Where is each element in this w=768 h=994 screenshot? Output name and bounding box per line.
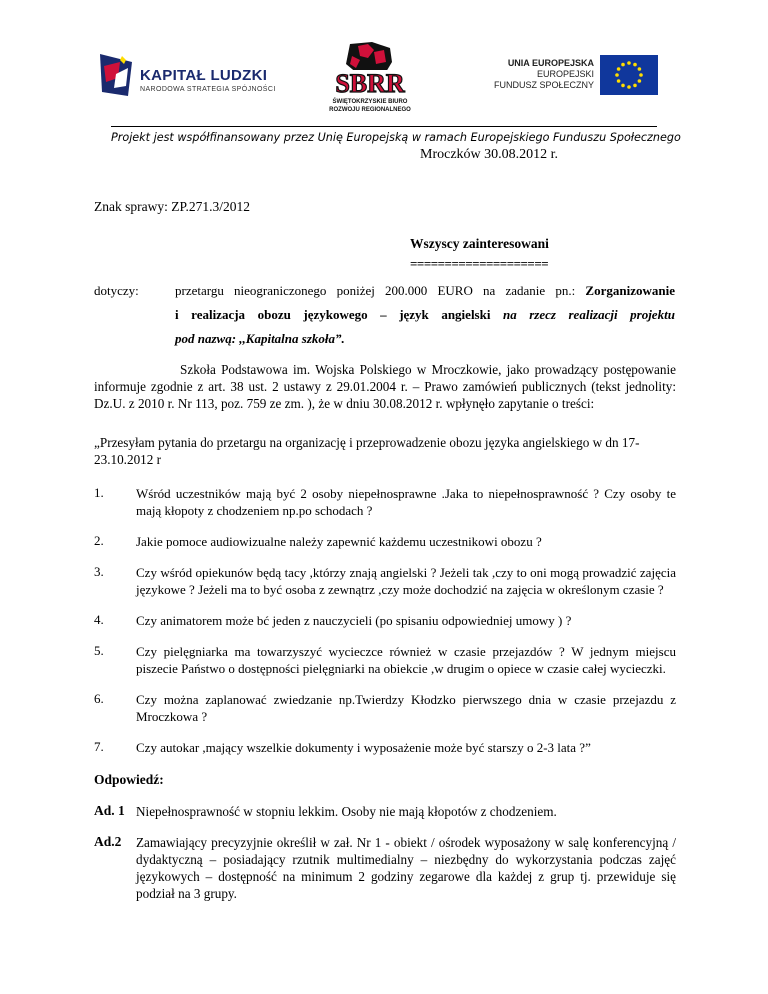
subject-word: pn.: — [555, 283, 576, 298]
question-text: Czy pielęgniarka ma towarzyszyć wycieczce również w czasie przejazdów ? W jednym miejscu piszecie Państwo o dostępności pielęgniarki na obiekcie ,w drugim o opiece w czasie całej wycieczki. — [136, 644, 676, 676]
subject-word: przetargu — [175, 283, 224, 298]
addressee: Wszyscy zainteresowani — [410, 236, 549, 251]
subject-word: realizacja — [191, 307, 246, 322]
subject-word-bold: Zorganizowanie — [585, 283, 675, 298]
question-number: 2. — [94, 533, 104, 548]
subject-label: dotyczy: — [94, 283, 139, 298]
answers-title: Odpowiedź: — [94, 772, 164, 787]
question-number: 7. — [94, 739, 104, 754]
subject-word: i — [175, 307, 179, 322]
question-text: Jakie pomoce audiowizualne należy zapewnić każdemu uczestnikowi obozu ? — [136, 534, 542, 549]
question-number: 3. — [94, 564, 104, 579]
question-number: 6. — [94, 691, 104, 706]
document-date: Mroczków 30.08.2012 r. — [420, 147, 559, 162]
subject-word: angielski — [441, 307, 491, 322]
eu-flag-icon — [600, 55, 658, 95]
eu-line3: FUNDUSZ SPOŁECZNY — [493, 80, 594, 90]
quote-intro: „Przesyłam pytania do przetargu na organizację i przeprowadzenie obozu języka angielskiego w dn 17-23.10.2012 r — [94, 435, 640, 467]
subject-word: – — [380, 307, 387, 322]
intro-paragraph — [94, 361, 676, 412]
question-number: 1. — [94, 485, 104, 500]
question-number: 5. — [94, 643, 104, 658]
question-number: 4. — [94, 612, 104, 627]
subject-word: 200.000 — [385, 283, 428, 298]
cofinancing-note: Projekt jest współfinansowany przez Unię Europejską w ramach Europejskiego Funduszu Społecznego — [111, 131, 681, 144]
subject-word-italic: realizacji — [568, 307, 618, 322]
sbrr-subtitle — [322, 98, 418, 114]
question-text: Czy animatorem może bć jeden z nauczycieli (po spisaniu odpowiedniej umowy ) ? — [136, 613, 572, 628]
sbrr-subtitle-line2: ROZWOJU REGIONALNEGO — [329, 107, 411, 113]
subject-line-3: pod nazwą: ,,Kapitalna szkoła”. — [175, 331, 345, 346]
subject-word: językowego — [303, 307, 368, 322]
header-divider — [111, 126, 657, 127]
question-text: Czy autokar ,mający wszelkie dokumenty i wyposażenie może być starszy o 2-3 lata ?” — [136, 740, 591, 755]
subject-word: nieograniczonego — [234, 283, 327, 298]
intro-text: Szkoła Podstawowa im. Wojska Polskiego w Mroczkowie, jako prowadzący postępowanie informuje zgodnie z art. 38 ust. 2 ustawy z 29.01.2004 r. – Prawo zamówień publicznych (tekst jednolity: Dz.U. z 2010 r. Nr 113, poz. 759 ze zm. ), że w dniu 30.08.2012 r. wpłynęło zapytanie o treści: — [94, 362, 676, 411]
subject-word: poniżej — [336, 283, 375, 298]
answer-text: Niepełnosprawność w stopniu lekkim. Osoby nie mają kłopotów z chodzeniem. — [136, 804, 557, 819]
subject-word-italic: projektu — [630, 307, 675, 322]
kapital-ludzki-subtitle: NARODOWA STRATEGIA SPÓJNOŚCI — [140, 86, 276, 93]
sbrr-subtitle-line1: ŚWIĘTOKRZYSKIE BIURO — [332, 99, 408, 105]
kapital-ludzki-title: KAPITAŁ LUDZKI — [140, 67, 268, 84]
eu-line2: EUROPEJSKI — [536, 69, 594, 79]
sbrr-logo-icon — [328, 42, 412, 98]
subject-word-italic: rzecz — [529, 307, 556, 322]
subject-word: zadanie — [505, 283, 546, 298]
sbrr-logo-text: SBRR — [335, 69, 405, 98]
kapital-ludzki-logo-icon — [98, 52, 134, 98]
addressee-underline: ==================== — [410, 256, 549, 271]
question-text: Czy można zaplanować zwiedzanie np.Twierdzy Kłodzko pierwszego dnia w czasie przejazdu z Mroczkowa ? — [136, 692, 676, 724]
answer-number: Ad.2 — [94, 834, 122, 849]
subject-line-2 — [175, 307, 675, 323]
subject-word: EURO — [437, 283, 473, 298]
subject-word: obozu — [257, 307, 291, 322]
answer-number: Ad. 1 — [94, 803, 125, 818]
answer-text: Zamawiający precyzyjnie określił w zał. Nr 1 - obiekt / ośrodek wyposażony w salę konferencyjną / dydaktyczną – posiadający rzutnik multimedialny – niezbędny do wykorzystania podczas zajęć językowych – dostępność na minimum 2 godziny zegarowe dla każdej z grup tj. przewiduje się podział na 3 grupy. — [136, 835, 676, 901]
subject-line-1 — [175, 283, 675, 299]
question-text: Wśród uczestników mają być 2 osoby niepełnosprawne .Jaka to niepełnosprawność ? Czy osoby te mają kłopoty z chodzeniem np.po schodach ? — [136, 486, 676, 518]
eu-line1: UNIA EUROPEJSKA — [507, 58, 594, 68]
subject-word: język — [399, 307, 429, 322]
case-number: Znak sprawy: ZP.271.3/2012 — [94, 199, 250, 214]
question-text: Czy wśród opiekunów będą tacy ,którzy znają angielski ? Jeżeli tak ,czy to oni mogą prowadzić zajęcia językowe ? Jeżeli ma to być osoba z zewnątrz ,czy może dochodzić na zajęcia w określonym czasie ? — [136, 565, 676, 597]
eu-text-block — [478, 58, 594, 91]
subject-word: na — [483, 283, 496, 298]
subject-word-italic: na — [502, 307, 517, 322]
